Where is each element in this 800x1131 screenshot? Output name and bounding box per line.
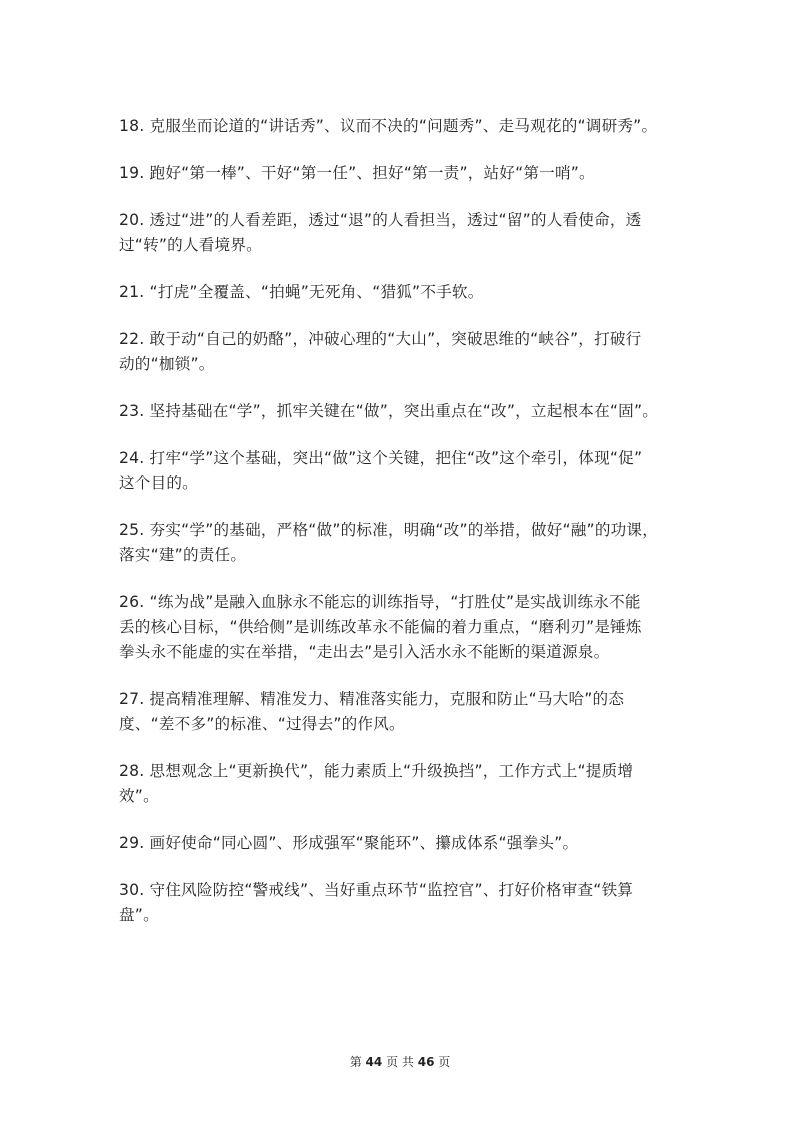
list-item (119, 280, 685, 305)
list-item (119, 208, 685, 258)
text-line: 丢的核心目标，“供给侧”是训练改革永不能偏的着力重点，“磨利刃”是锤炼 (119, 618, 642, 636)
list-item (119, 161, 685, 186)
text-line: 效”。 (119, 787, 159, 805)
footer-prefix: 第 (349, 1055, 362, 1069)
text-line: 22. 敢于动“自己的奶酪”，冲破心理的“大山”，突破思维的“峡谷”，打破行 (119, 330, 642, 348)
text-line: 拳头永不能虚的实在举措，“走出去”是引入活水永不能断的渠道源泉。 (119, 643, 610, 661)
text-line: 25. 夯实“学”的基础，严格“做”的标准，明确“改”的举措，做好“融”的功课， (119, 521, 659, 539)
text-line: 20. 透过“进”的人看差距，透过“退”的人看担当，透过“留”的人看使命，透 (119, 211, 642, 229)
text-line: 21. “打虎”全覆盖、“拍蝇”无死角、“猎狐”不手软。 (119, 283, 484, 301)
text-line: 24. 打牢“学”这个基础，突出“做”这个关键，把住“改”这个牵引，体现“促” (119, 449, 643, 467)
document-body (119, 114, 685, 950)
list-item (119, 687, 685, 737)
text-line: 30. 守住风险防控“警戒线”、当好重点环节“监控官”、打好价格审查“铁算 (119, 881, 634, 899)
text-line: 落实“建”的责任。 (119, 546, 247, 564)
text-line: 过“转”的人看境界。 (119, 236, 262, 254)
text-line: 这个目的。 (119, 474, 198, 492)
text-line: 度、“差不多”的标准、“过得去”的作风。 (119, 715, 405, 733)
text-line: 19. 跑好“第一棒”、干好“第一任”、担好“第一责”，站好“第一哨”。 (119, 164, 595, 182)
page-footer (0, 1053, 800, 1070)
list-item (119, 327, 685, 377)
text-line: 29. 画好使命“同心圆”、形成强军“聚能环”、攥成体系“强拳头”。 (119, 834, 579, 852)
text-line: 盘”。 (119, 906, 159, 924)
list-item (119, 831, 685, 856)
text-line: 28. 思想观念上“更新换代”，能力素质上“升级换挡”，工作方式上“提质增 (119, 762, 634, 780)
list-item (119, 878, 685, 928)
text-line: 18. 克服坐而论道的“讲话秀”、议而不决的“问题秀”、走马观花的“调研秀”。 (119, 117, 658, 135)
list-item (119, 759, 685, 809)
list-item (119, 114, 685, 139)
list-item (119, 518, 685, 568)
list-item (119, 446, 685, 496)
text-line: 23. 坚持基础在“学”，抓牢关键在“做”，突出重点在“改”，立起根本在“固”。 (119, 402, 659, 420)
list-item (119, 590, 685, 665)
list-item (119, 399, 685, 424)
text-line: 27. 提高精准理解、精准发力、精准落实能力，克服和防止“马大哈”的态 (119, 690, 625, 708)
current-page-number: 44 (365, 1055, 383, 1069)
footer-suffix: 页 (438, 1055, 451, 1069)
text-line: 26. “练为战”是融入血脉永不能忘的训练指导，“打胜仗”是实战训练永不能 (119, 593, 641, 611)
total-pages-number: 46 (417, 1055, 435, 1069)
text-line: 动的“枷锁”。 (119, 355, 215, 373)
footer-middle: 页 共 (386, 1055, 414, 1069)
